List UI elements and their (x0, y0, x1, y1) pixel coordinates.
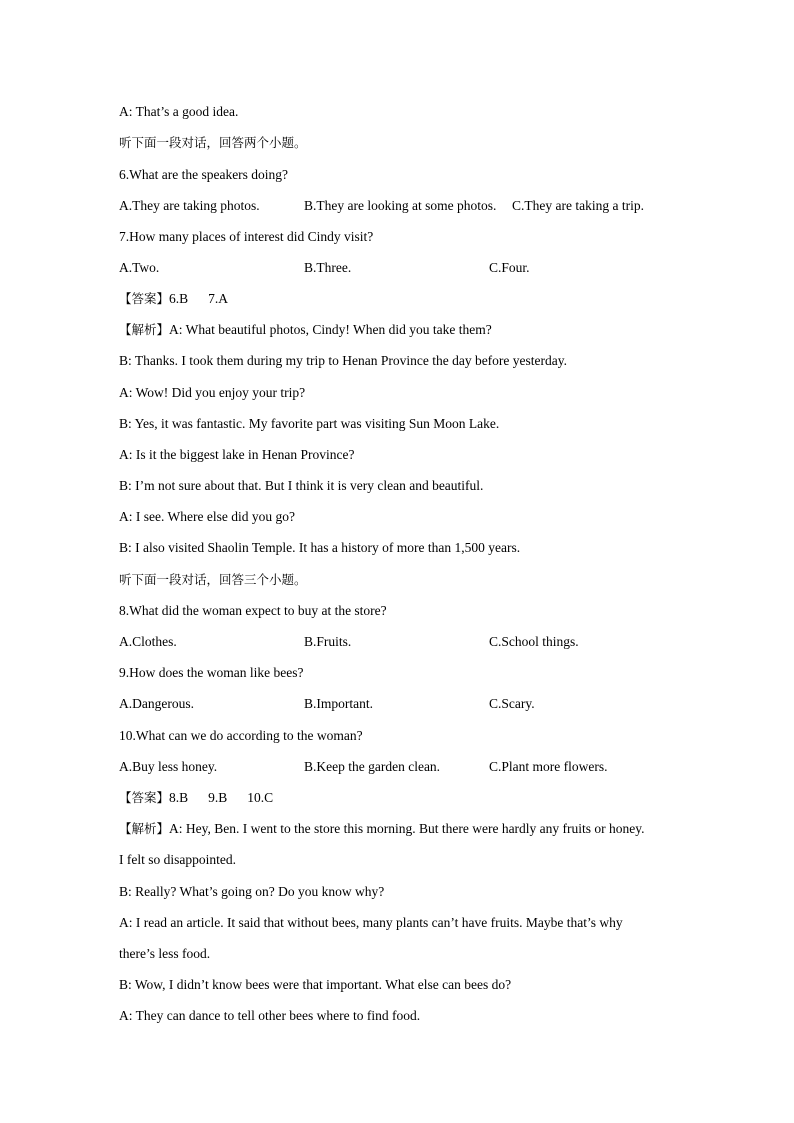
question-8-option-b: B.Fruits. (304, 634, 352, 649)
question-9-option-c: C.Scary. (489, 696, 535, 711)
dialogue-line: B: Wow, I didn’t know bees were that important. What else can bees do? (119, 977, 512, 992)
answer-line (119, 789, 273, 807)
answer-value: 10.C (247, 790, 274, 805)
dialogue-line: A: Wow! Did you enjoy your trip? (119, 385, 306, 400)
question-7-option-b: B.Three. (304, 260, 352, 275)
answer-value: 8.B (169, 790, 189, 805)
question-10-option-c: C.Plant more flowers. (489, 759, 608, 774)
question-9-option-b: B.Important. (304, 696, 373, 711)
question-7-option-c: C.Four. (489, 260, 530, 275)
dialogue-line: there’s less food. (119, 946, 211, 961)
question-10-option-b: B.Keep the garden clean. (304, 759, 441, 774)
question-7-option-a: A.Two. (119, 260, 160, 275)
dialogue-line: B: Yes, it was fantastic. My favorite part was visiting Sun Moon Lake. (119, 416, 500, 431)
dialogue-text: A: What beautiful photos, Cindy! When did you take them? (169, 322, 492, 337)
explanation-label: 【解析】 (119, 821, 170, 836)
question-10-option-a: A.Buy less honey. (119, 759, 218, 774)
explanation-line (119, 820, 645, 838)
dialogue-line: A: They can dance to tell other bees where to find food. (119, 1008, 421, 1023)
dialogue-line: A: Is it the biggest lake in Henan Province? (119, 447, 355, 462)
dialogue-line: B: I’m not sure about that. But I think it is very clean and beautiful. (119, 478, 484, 493)
dialogue-line: I felt so disappointed. (119, 852, 236, 867)
dialogue-text: A: Hey, Ben. I went to the store this morning. But there were hardly any fruits or honey. (169, 821, 645, 836)
dialogue-line: A: I read an article. It said that without bees, many plants can’t have fruits. Maybe that’s why (119, 915, 623, 930)
explanation-label: 【解析】 (119, 322, 170, 337)
answer-value: 6.B (169, 291, 189, 306)
question-7: 7.How many places of interest did Cindy visit? (119, 229, 374, 244)
dialogue-line: A: That’s a good idea. (119, 104, 239, 119)
question-6-option-c: C.They are taking a trip. (512, 198, 644, 213)
question-6-option-a: A.They are taking photos. (119, 198, 260, 213)
answer-value: 9.B (208, 790, 228, 805)
question-6: 6.What are the speakers doing? (119, 167, 289, 182)
section-heading: 听下面一段对话，回答两个小题。 (119, 135, 307, 150)
question-9: 9.How does the woman like bees? (119, 665, 304, 680)
question-8: 8.What did the woman expect to buy at the store? (119, 603, 387, 618)
answer-value: 7.A (208, 291, 229, 306)
question-8-option-c: C.School things. (489, 634, 579, 649)
dialogue-line: B: Really? What’s going on? Do you know why? (119, 884, 385, 899)
dialogue-line: B: I also visited Shaolin Temple. It has a history of more than 1,500 years. (119, 540, 521, 555)
question-9-option-a: A.Dangerous. (119, 696, 194, 711)
dialogue-line: B: Thanks. I took them during my trip to Henan Province the day before yesterday. (119, 353, 568, 368)
answer-line (119, 290, 228, 308)
explanation-line (119, 321, 492, 339)
question-10: 10.What can we do according to the woman? (119, 728, 363, 743)
question-6-option-b: B.They are looking at some photos. (304, 198, 497, 213)
section-heading: 听下面一段对话，回答三个小题。 (119, 572, 307, 587)
question-8-option-a: A.Clothes. (119, 634, 177, 649)
answer-label: 【答案】 (119, 291, 170, 306)
dialogue-line: A: I see. Where else did you go? (119, 509, 295, 524)
answer-label: 【答案】 (119, 790, 170, 805)
